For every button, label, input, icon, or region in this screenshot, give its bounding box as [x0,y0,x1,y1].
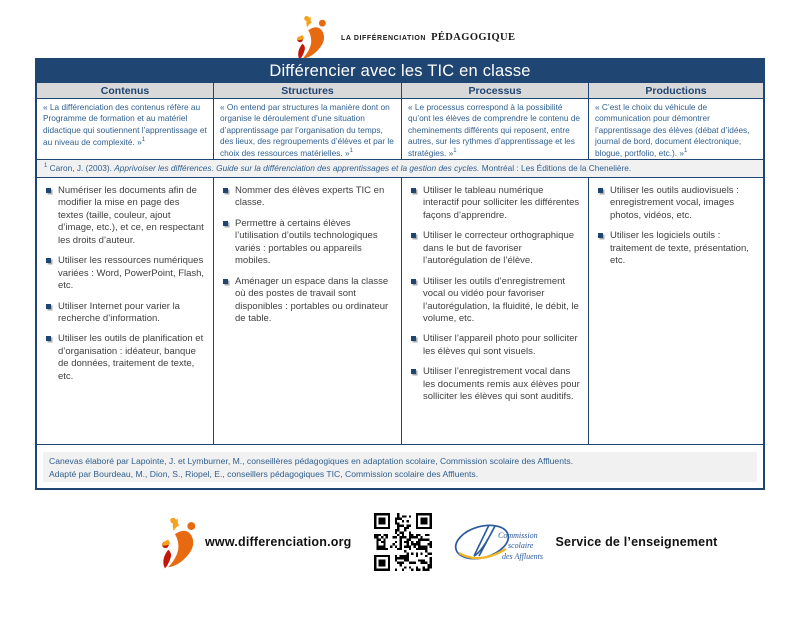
list-item [222,276,394,326]
list-item [410,230,581,267]
square-bullet-icon [46,188,51,193]
square-bullet-icon [598,233,603,238]
list-item-text: Numériser les documents afin de modifier la mise en page des textes (taille, couleur, ajout d’image, etc.), et ce, en respectant les droits d’auteur. [58,185,204,246]
footnote-ref: 1 [453,148,457,155]
list-item [410,276,581,326]
qr-code [374,513,432,571]
list-item [597,185,756,222]
list-item [45,255,206,292]
column-header-processus: Processus [402,83,589,98]
definition-quote-row [37,99,763,160]
processus-strategies [402,178,589,444]
differenciation-logo-icon [291,14,329,60]
list-item-text: Aménager un espace dans la classe où des postes de travail sont disponibles : portables ou ordinateur de table. [235,275,389,324]
column-header-row [37,83,763,99]
square-bullet-icon [223,279,228,284]
square-bullet-icon [411,188,416,193]
structures-strategies [214,178,402,444]
list-item-text: Utiliser l’enregistrement vocal dans les documents remis aux élèves pour solliciter les élèves qui sont auditifs. [423,366,580,403]
square-bullet-icon [46,304,51,309]
column-header-contenus: Contenus [37,83,214,98]
list-item [45,333,206,383]
csa-logo-line-2: scolaire [507,541,533,550]
brand-title-small: LA DIFFÉRENCIATION [341,34,427,42]
square-bullet-icon [46,336,51,341]
square-bullet-icon [46,258,51,263]
footnote-marker: 1 [44,163,48,170]
list-item [45,185,206,247]
credits-line-1: Canevas élaboré par Lapointe, J. et Lymburner, M., conseillères pédagogiques en adaptation scolaire, Commission scolaire des Affluents. [49,456,574,466]
list-item-text: Permettre à certains élèves l’utilisation d’outils technologiques variés : portables ou appareils mobiles. [235,217,378,267]
tic-differentiation-table [35,58,765,490]
quote-text: « C’est le choix du véhicule de communication pour démontrer l’apprentissage des élèves (débat d’idées, journal de bord, document électronique, blogue, portfolio, etc.). » [595,102,750,158]
service-label: Service de l’enseignement [555,535,718,549]
square-bullet-icon [598,188,603,193]
list-item [222,185,394,210]
footnote-suffix: Montréal : Les Éditions de la Chenelière. [479,163,632,173]
column-header-structures: Structures [214,83,402,98]
footnote-ref: 1 [349,148,353,155]
square-bullet-icon [411,369,416,374]
brand-title-big: PÉDAGOGIQUE [431,31,516,43]
brand-title [341,32,515,43]
quote-text: « Le processus correspond à la possibilité qu’ont les élèves de comprendre le contenu de cheminements différents qui reposent, entre autres, sur les rythmes d’apprentissage et les stratégies. » [408,102,581,158]
list-item [597,230,756,267]
list-item [410,333,581,358]
list-item-text: Nommer des élèves experts TIC en classe. [235,185,385,209]
website-url: www.differenciation.org [205,535,352,549]
square-bullet-icon [223,188,228,193]
quote-structures [214,99,402,161]
footnote-prefix: Caron, J. (2003). [49,163,115,173]
list-item-text: Utiliser Internet pour varier la recherche d’information. [58,300,180,324]
quote-processus [402,99,589,161]
list-item-text: Utiliser le correcteur orthographique dans le but de favoriser l’autorégulation de l’élève. [423,230,575,267]
square-bullet-icon [411,336,416,341]
page-footer [155,506,718,578]
quote-productions [589,99,763,161]
list-item-text: Utiliser le tableau numérique interactif pour solliciter les différentes façons d’apprendre. [423,185,580,221]
square-bullet-icon [223,221,228,226]
credits-row [37,445,763,488]
commission-scolaire-affluents-logo [452,513,544,571]
differenciation-logo-icon [155,515,199,569]
csa-logo-line-1: Commission [497,531,538,540]
footnote-title: Apprivoiser les différences. Guide sur la différenciation des apprentissages et la gestion des cycles. [114,163,480,173]
list-item [45,301,206,326]
quote-text: « On entend par structures la manière dont on organise le déroulement d’une situation d’apprentissage par l’organisation du temps, des lieux, des regroupements d’élèves et par le choix des ressources matérielles. » [220,102,394,158]
strategies-row [37,178,763,445]
square-bullet-icon [411,233,416,238]
list-item-text: Utiliser les ressources numériques variées : Word, PowerPoint, Flash, etc. [58,255,205,292]
footnote-ref: 1 [141,136,146,143]
table-title: Différencier avec les TIC en classe [37,60,763,83]
list-item [410,366,581,403]
list-item-text: Utiliser l’appareil photo pour solliciter les élèves qui sont visuels. [423,333,578,357]
square-bullet-icon [411,279,416,284]
list-item [410,185,581,222]
productions-strategies [589,178,763,444]
credits-line-2: Adapté par Bourdeau, M., Dion, S., Riopel, E., conseillers pédagogiques TIC, Commission scolaire des Affluents. [49,469,479,480]
list-item [222,218,394,268]
list-item-text: Utiliser les outils de planification et d’organisation : idéateur, banque de données, traitement de texte, etc. [58,333,204,382]
footnote-ref: 1 [684,148,688,155]
credits-band [43,452,757,482]
list-item-text: Utiliser les logiciels outils : traitement de texte, présentation, etc. [610,230,749,267]
quote-text: « La différenciation des contenus réfère au Programme de formation et au matériel didactique qui soutiennent l’apprentissage et au niveau de complexité. » [43,102,207,147]
list-item-text: Utiliser les outils d’enregistrement vocal ou vidéo pour favoriser l’autorégulation, la fluidité, le débit, le volume, etc. [423,275,579,324]
csa-logo-line-3: des Affluents [501,552,543,561]
contenus-strategies [37,178,214,444]
quote-contenus [37,99,214,161]
citation-footnote [37,160,763,178]
brand-header [291,14,515,60]
list-item-text: Utiliser les outils audiovisuels : enregistrement vocal, images photos, vidéos, etc. [610,185,739,221]
column-header-productions: Productions [645,84,707,97]
